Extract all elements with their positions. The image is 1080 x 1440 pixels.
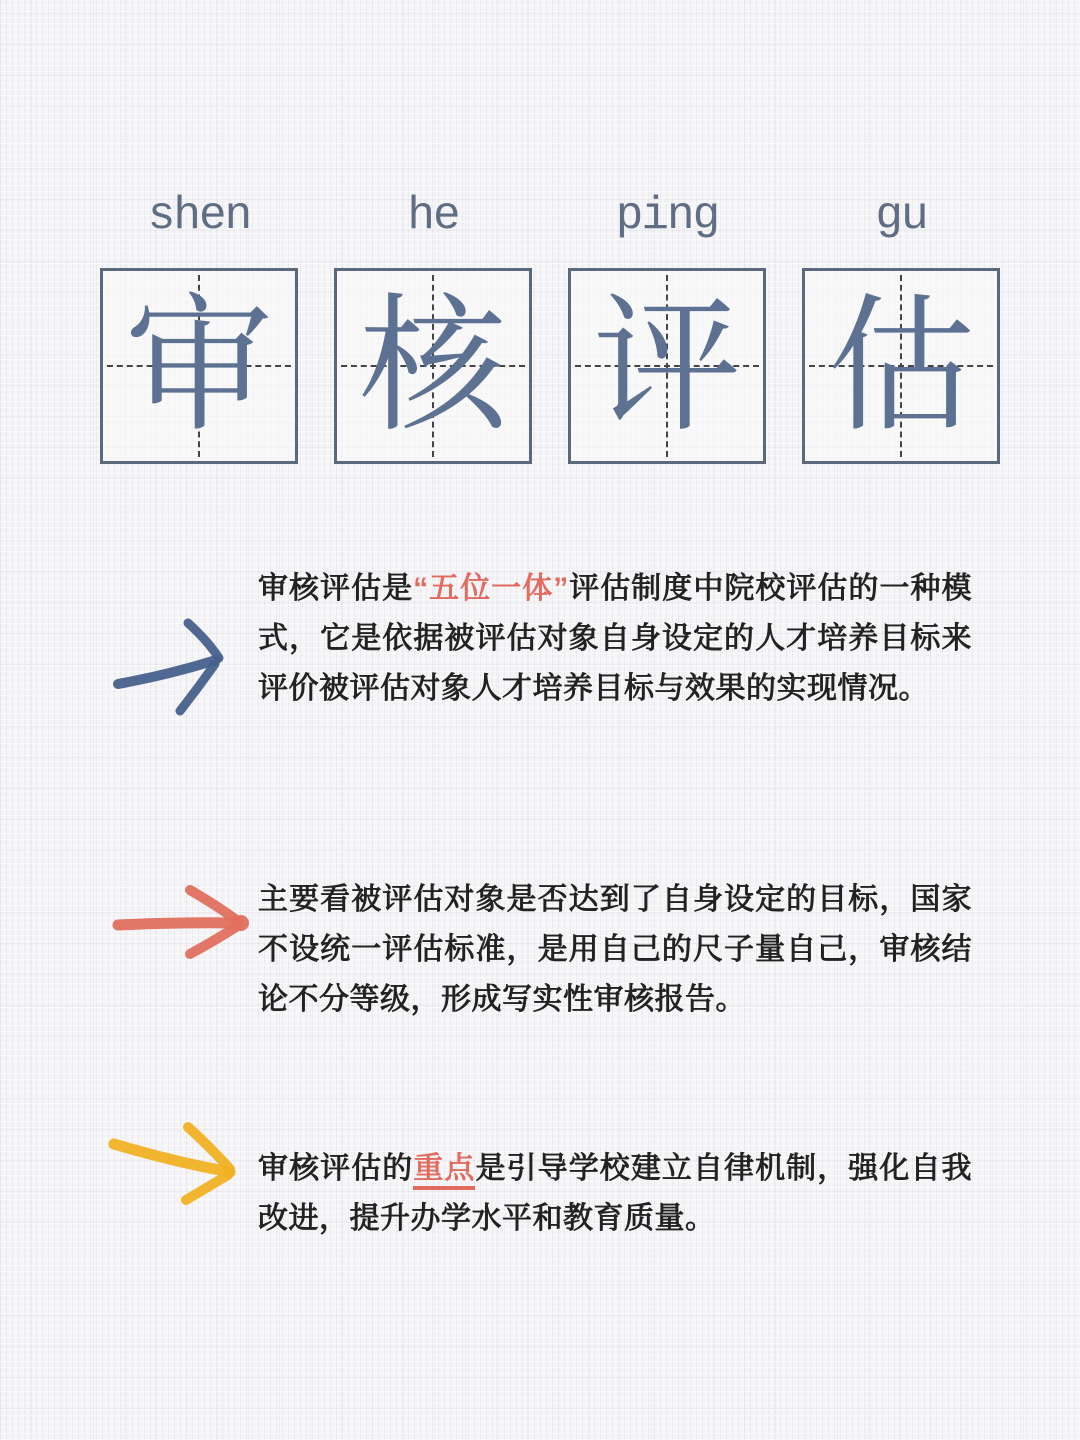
title-character: 评 <box>593 280 741 452</box>
text-segment: 审核评估的 <box>258 1152 414 1185</box>
paragraph-criteria <box>258 875 972 1025</box>
text-segment: 主要看被评估对象是否达到了自身设定的目标，国家不设统一评估标准，是用自己的尺子量自己，审核结论不分等级，形成写实性审核报告。 <box>258 883 972 1016</box>
accent-text-segment: “五位一体” <box>413 572 569 605</box>
paragraph-definition <box>258 564 972 714</box>
pinyin-ping: ping <box>615 190 719 242</box>
title-character: 核 <box>359 280 507 452</box>
blue-crayon-arrow-icon <box>108 596 258 736</box>
character-box-2 <box>334 268 532 464</box>
character-box-1 <box>100 268 298 464</box>
title-character: 估 <box>827 280 975 452</box>
accent-text-segment: 重点 <box>413 1152 475 1190</box>
pinyin-he: he <box>407 190 459 242</box>
character-boxes-row <box>100 268 1000 464</box>
yellow-crayon-arrow-icon <box>100 1114 252 1216</box>
paragraph-focus <box>258 1144 972 1244</box>
text-segment: 评估制度中院校评估的一种模式，它是依据被评估对象自身设定的人才培养目标来评价被评估对象人才培养目标与效果的实现情况。 <box>258 572 973 705</box>
title-character: 审 <box>125 280 273 452</box>
character-box-3 <box>568 268 766 464</box>
red-crayon-arrow-icon <box>110 878 265 974</box>
pinyin-shen: shen <box>147 190 251 242</box>
pinyin-row <box>100 188 1000 244</box>
character-box-4 <box>802 268 1000 464</box>
text-segment: 是引导学校建立自律机制，强化自我改进，提升办学水平和教育质量。 <box>258 1152 973 1235</box>
pinyin-gu: gu <box>875 190 927 242</box>
text-segment: 审核评估是 <box>258 572 414 605</box>
